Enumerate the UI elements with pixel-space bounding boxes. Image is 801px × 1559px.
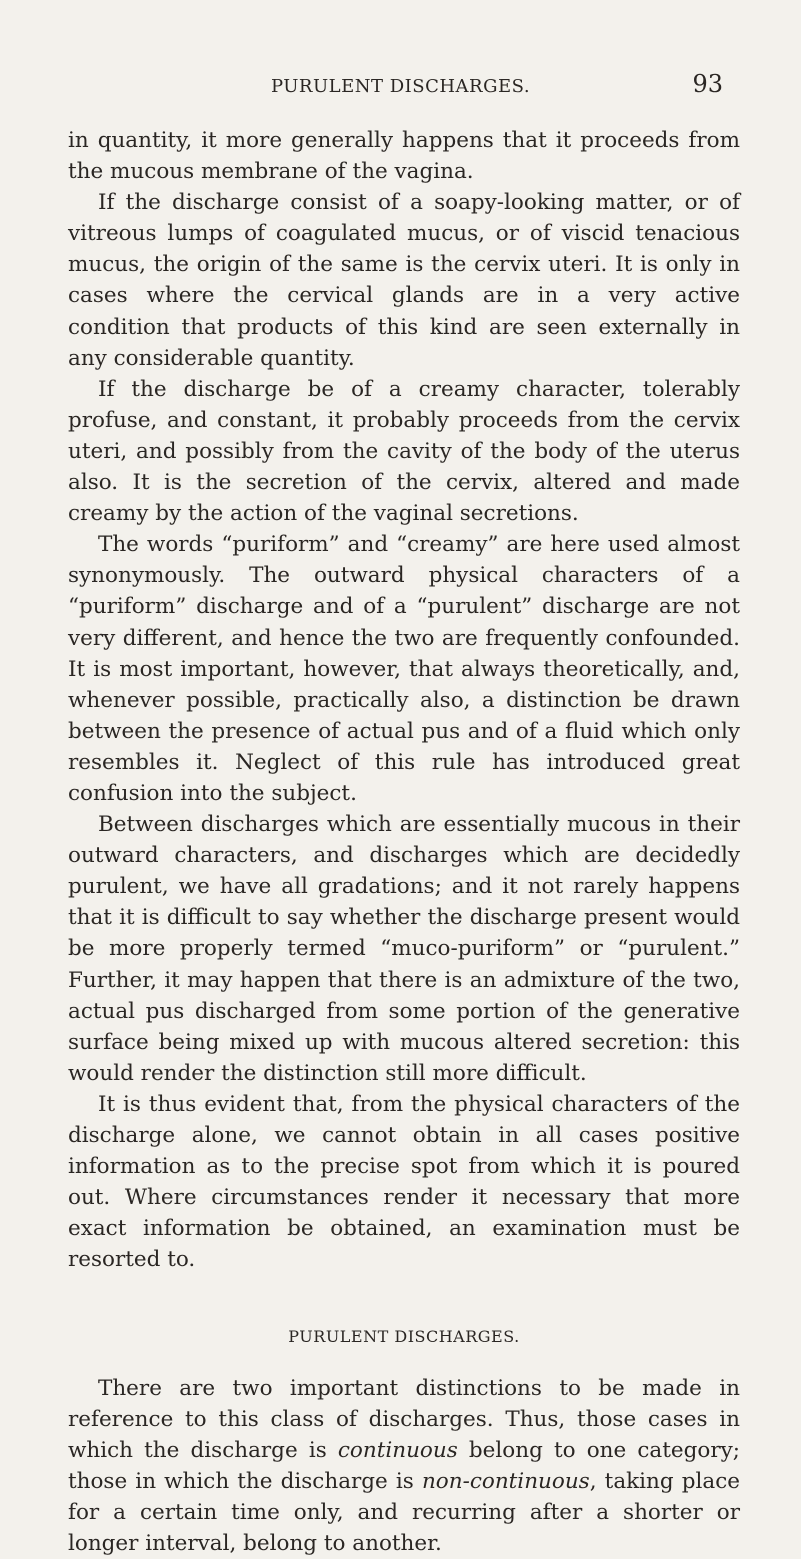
text-run: belong to one category; those in which the discharge is (68, 1437, 740, 1494)
paragraph: If the discharge be of a creamy character, tolerably profuse, and constant, it probably proceeds from the cervix uteri, and possibly from the cavity of the body of the uterus also. It is the secretion of the cervix, altered and made creamy by the action of the vaginal secretions. (68, 376, 740, 527)
text-run: There are two important distinctions to be made in reference to this class of discharges. Thus, those cases in which the discharge is (68, 1375, 740, 1463)
running-head: PURULENT DISCHARGES. (270, 76, 531, 97)
paragraph: If the discharge consist of a soapy-looking matter, or of vitreous lumps of coagulated mucus, or of viscid tenacious mucus, the origin of the same is the cervix uteri. It is only in cases where the cervical glands are in a very active condition that products of this kind are seen externally in any considerable quantity. (68, 190, 740, 371)
section-heading: PURULENT DISCHARGES. (288, 1327, 520, 1347)
section-paragraph (68, 1373, 740, 1559)
paragraph: It is thus evident that, from the physical characters of the discharge alone, we cannot obtain in all cases positive information as to the precise spot from which it is poured out. Where circumstances render it necessary that more exact information be obtained, an examination must be resorted to. (68, 1091, 740, 1273)
body-text (68, 125, 740, 1559)
paragraph: in quantity, it more generally happens that it proceeds from the mucous membrane of the vagina. (68, 128, 740, 185)
page-number: 93 (692, 70, 723, 98)
paragraph: Between discharges which are essentially mucous in their outward characters, and discharges which are decidedly purulent, we have all gradations; and it not rarely happens that it is difficult to say whether the discharge present would be more properly termed “muco-puriform” or “purulent.” Further, it may happen that there is an admixture of the two, actual pus discharged from some portion of the generative surface being mixed up with mucous altered secretion: this would render the distinction still more difficult. (68, 812, 740, 1086)
paragraph: The words “puriform” and “creamy” are here used almost synonymously. The outward physical characters of a “puriform” discharge and of a “purulent” discharge are not very different, and hence the two are frequently confounded. It is most important, however, that always theoretically, and, whenever possible, practically also, a distinction be drawn between the presence of actual pus and of a fluid which only resembles it. Neglect of this rule has introduced great confusion into the subject. (68, 532, 740, 806)
italic-term-non-continuous: non-continuous (421, 1468, 590, 1494)
text-run: , taking place for a certain time only, and recurring after a shorter or longer interval, belong to another. (68, 1468, 740, 1557)
italic-term-continuous: continuous (337, 1437, 458, 1463)
